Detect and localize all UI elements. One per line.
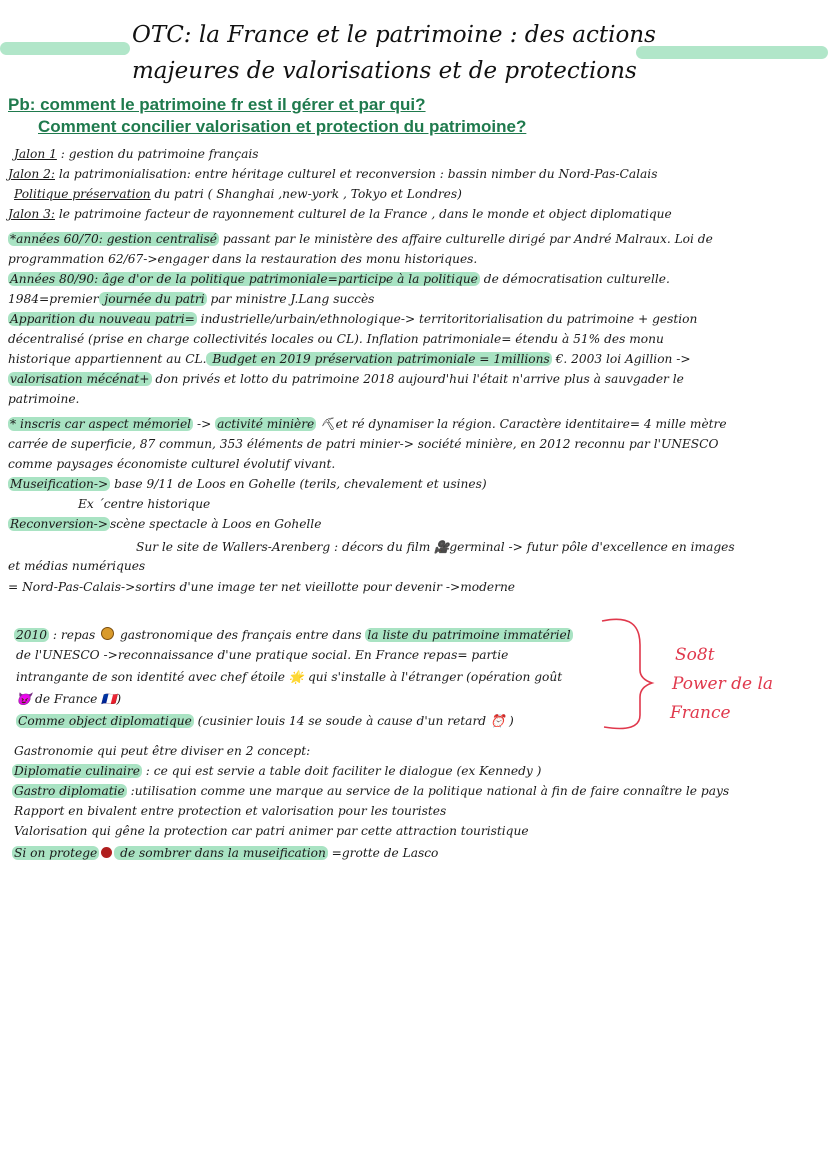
body-line-10 <box>8 416 727 432</box>
text: -> <box>193 417 216 431</box>
highlight-text: Diplomatie culinaire <box>14 764 140 778</box>
page-title-line2: majeures de valorisations et de protections <box>132 58 637 84</box>
red-bracket <box>600 615 660 735</box>
text: industrielle/urbain/ethnologique-> territoritorialisation du patrimoine + gestion <box>196 312 698 326</box>
jalon-label: Jalon 3: <box>8 207 55 221</box>
highlight-text: Budget en 2019 préservation patrimoniale = 1millions <box>208 352 550 366</box>
text: historique appartiennent au CL. <box>8 352 207 366</box>
text: : repas <box>49 628 100 642</box>
gastro-line-5 <box>16 713 514 729</box>
gastro-line-3: intrangante de son identité avec chef étoile 🌟 qui s'installe à l'étranger (opération goût <box>16 670 563 684</box>
text: passant par le ministère des affaire culturelle dirigé par André Malraux. Loi de <box>218 232 713 246</box>
highlight-text: * inscris car aspect mémoriel <box>10 417 192 431</box>
jalon-1 <box>14 146 259 162</box>
jalon-text: le patrimoine facteur de rayonnement culturel de la France , dans le monde et object diplomatique <box>54 207 672 221</box>
body-line-16: Sur le site de Wallers-Arenberg : décors du film 🎥germinal -> futur pôle d'excellence en images <box>136 540 735 554</box>
body-line-8 <box>8 371 684 387</box>
highlight-text: Comme object diplomatique <box>18 714 192 728</box>
jalon-label: Politique préservation <box>14 187 151 201</box>
text: :utilisation comme une marque au service de la politique national à fin de faire connaître le pays <box>126 784 730 798</box>
title-highlight-left <box>0 42 130 55</box>
text: (cusinier louis 14 se soude à cause d'un retard ⏰ ) <box>193 714 514 728</box>
highlight-text: Si on protege <box>14 846 98 860</box>
text: scène spectacle à Loos en Gohelle <box>110 517 322 531</box>
jalon-label: Jalon 2: <box>8 167 55 181</box>
highlight-text: Années 80/90: âge d'or de la politique patrimoniale=participe à la politique <box>10 272 478 286</box>
text: base 9/11 de Loos en Gohelle (terils, chevalement et usines) <box>110 477 487 491</box>
text: 1984=premier <box>8 292 99 306</box>
text: €. 2003 loi Agillion -> <box>551 352 691 366</box>
gastro-line-2: de l'UNESCO ->reconnaissance d'une pratique social. En France repas= partie <box>16 648 509 662</box>
gastro-line-6: Gastronomie qui peut être diviser en 2 concept: <box>14 744 311 758</box>
highlight-text: Reconversion-> <box>10 517 108 531</box>
body-line-2: programmation 62/67->engager dans la restauration des monu historiques. <box>8 252 478 266</box>
body-line-9: patrimoine. <box>8 392 80 406</box>
highlight-text: Apparition du nouveau patri= <box>10 312 195 326</box>
body-line-14: Ex ´centre historique <box>78 497 211 511</box>
highlight-text: la liste du patrimoine immatériel <box>367 628 571 642</box>
text: don privés et lotto du patrimoine 2018 aujourd'hui l'était n'arrive plus à sauvgader le <box>151 372 684 386</box>
text: : ce qui est servie a table doit faciliter le dialogue (ex Kennedy ) <box>141 764 542 778</box>
gastro-line-1 <box>14 627 573 643</box>
problem-question-1: Pb: comment le patrimoine fr est il gérer et par qui? <box>8 95 426 114</box>
highlight-text: journée du patri <box>100 292 205 306</box>
text: par ministre J.Lang succès <box>206 292 375 306</box>
body-line-4 <box>8 291 374 307</box>
highlight-text: activité minière <box>217 417 315 431</box>
body-line-3 <box>8 271 670 287</box>
jalon-3 <box>8 206 672 222</box>
jalon-2 <box>8 166 657 182</box>
page-title-line1: OTC: la France et le patrimoine : des actions <box>132 22 656 48</box>
text: ⛏et ré dynamiser la région. Caractère identitaire= 4 mille mètre <box>316 417 727 431</box>
body-line-12: comme paysages économiste culturel évolutif vivant. <box>8 457 336 471</box>
gastro-line-4: 😈 de France 🇫🇷) <box>16 692 122 706</box>
gastro-line-9: Rapport en bivalent entre protection et valorisation pour les touristes <box>14 804 447 818</box>
gastro-line-8 <box>12 783 729 799</box>
body-line-5 <box>8 311 697 327</box>
side-note-line1: So8t <box>675 645 715 665</box>
jalon-label: Jalon 1 <box>14 147 57 161</box>
food-icon <box>101 627 114 640</box>
gastro-line-10: Valorisation qui gêne la protection car patri animer par cette attraction touristique <box>14 824 529 838</box>
body-line-13 <box>8 476 487 492</box>
highlight-text: valorisation mécénat+ <box>10 372 150 386</box>
body-line-15 <box>8 516 321 532</box>
highlight-text: *années 60/70: gestion centralisé <box>10 232 217 246</box>
body-line-1 <box>8 231 713 247</box>
text: gastronomique des français entre dans <box>116 628 366 642</box>
jalon-text: du patri ( Shanghai ,new-york , Tokyo et Londres) <box>150 187 462 201</box>
red-circle-icon <box>101 847 112 858</box>
highlight-text: de sombrer dans la museification <box>116 846 326 860</box>
highlight-text: Museification-> <box>10 477 109 491</box>
body-line-18: = Nord-Pas-Calais->sortirs d'une image ter net vieillotte pour devenir ->moderne <box>8 580 516 594</box>
gastro-line-11 <box>12 845 438 861</box>
jalon-politique <box>14 186 462 202</box>
highlight-text: Gastro diplomatie <box>14 784 125 798</box>
body-line-17: et médias numériques <box>8 559 146 573</box>
side-note-line3: France <box>670 703 731 723</box>
side-note-line2: Power de la <box>672 674 774 694</box>
body-line-7 <box>8 351 691 367</box>
gastro-line-7 <box>12 763 541 779</box>
text: de démocratisation culturelle. <box>479 272 670 286</box>
problem-question-2: Comment concilier valorisation et protection du patrimoine? <box>38 117 527 136</box>
body-line-11: carrée de superficie, 87 commun, 353 éléments de patri minier-> société minière, en 2012 reconnu par l'UNESCO <box>8 437 719 451</box>
jalon-text: : gestion du patrimoine français <box>56 147 259 161</box>
body-line-6: décentralisé (prise en charge collectivités locales ou CL). Inflation patrimoniale= étendu à 51% des monu <box>8 332 664 346</box>
title-highlight-right <box>636 46 828 59</box>
jalon-text: la patrimonialisation: entre héritage culturel et reconversion : bassin nimber du Nord-Pas-Calais <box>54 167 658 181</box>
text: =grotte de Lasco <box>327 846 439 860</box>
highlight-text: 2010 <box>16 628 48 642</box>
